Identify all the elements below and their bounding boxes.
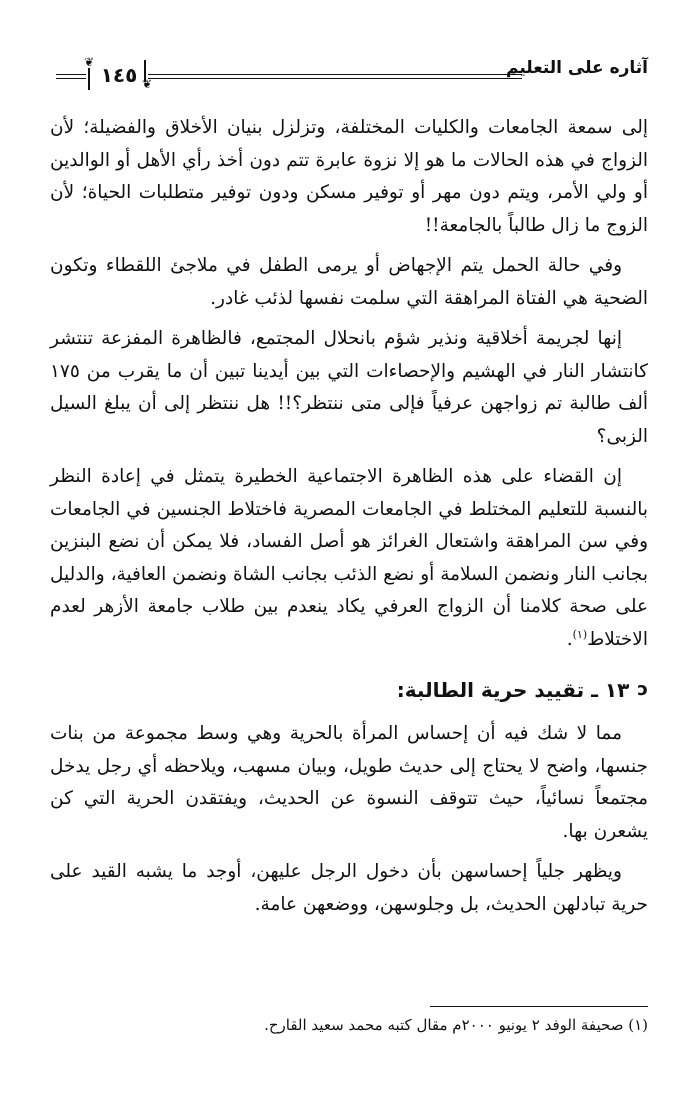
paragraph: إلى سمعة الجامعات والكليات المختلفة، وتزلزل بنيان الأخلاق والفضيلة؛ لأن الزواج في هذه الحالات ما هو إلا نزوة عابرة تتم دون أخذ رأي الأهل أو الوالدين أو ولي الأمر، ويتم دون مهر أو توفير مسكن ودون توفير متطلبات الحياة؛ لأن الزوج ما زال طالباً بالجامعة!! <box>50 117 648 236</box>
paragraph-end: . <box>566 628 573 650</box>
paragraph <box>50 461 648 656</box>
header-double-rule <box>148 74 522 79</box>
paragraph: وفي حالة الحمل يتم الإجهاض أو يرمى الطفل في ملاجئ اللقطاء وتكون الضحية هي الفتاة المراهقة التي سلمت نفسها لذئب غادر. <box>50 255 648 309</box>
leaf-ornament-icon: ❦ <box>84 55 95 69</box>
page-number-frame <box>84 55 152 92</box>
paragraph: ويظهر جلياً إحساسهن بأن دخول الرجل عليهن، أوجد ما يشبه القيد على حرية تبادلهن الحديث، بل وجلوسهن، ووضعهن عامة. <box>50 861 648 915</box>
paragraph: إنها لجريمة أخلاقية ونذير شؤم بانحلال المجتمع، فالظاهرة المفزعة تنتشر كانتشار النار في الهشيم والإحصاءات التي بين أيدينا تبين أن ما يقرب من ١٧٥ ألف طالبة تم زواجهن عرفياً فإلى متى ننتظر؟!! هل ننتظر إلى أن يبلغ السيل الزبى؟ <box>50 328 648 447</box>
chapter-title: آثاره على التعليم <box>506 58 648 78</box>
footnote-reference: (١) <box>572 627 588 641</box>
footnote-separator <box>430 1006 648 1007</box>
footnote: (١) صحيفة الوفد ٢ يونيو ٢٠٠٠م مقال كتبه محمد سعيد القارح. <box>264 1016 648 1034</box>
paragraph-text: إن القضاء على هذه الظاهرة الاجتماعية الخطيرة يتمثل في إعادة النظر بالنسبة للتعليم المختلط في الجامعات المصرية فاختلاط الجنسين في الجامعات وفي سن المراهقة واشتعال الغرائز هو أصل الفساد، فلا يمكن أن نضع البنزين بجانب النار ونضمن السلامة أو نضع الذئب بجانب الشاة ونضمن العافية، والدليل على صحة كلامنا أن الزواج العرفي يكاد ينعدم بين طلاب جامعة الأزهر لعدم الاختلاط <box>50 466 648 650</box>
page-number: ١٤٥ <box>100 63 138 87</box>
running-header <box>56 52 648 98</box>
section-title: ١٣ ـ تقييد حرية الطالبة: <box>396 678 630 702</box>
page-body <box>50 112 648 929</box>
section-marker-icon: ᴐ <box>637 679 648 700</box>
frame-bracket-left <box>88 68 96 90</box>
paragraph: مما لا شك فيه أن إحساس المرأة بالحرية وهي وسط مجموعة من بنات جنسها، واضح لا يحتاج إلى حديث طويل، وبيان مسهب، ويلاحظه أي رجل يدخل مجتمعاً نسائياً، حيث تتوقف النسوة عن الحديث، ويفتقدن الحرية التي كن يشعرن بها. <box>50 723 648 842</box>
header-left-rule <box>56 74 86 79</box>
section-heading <box>50 674 648 706</box>
leaf-ornament-icon: ❦ <box>141 77 152 91</box>
